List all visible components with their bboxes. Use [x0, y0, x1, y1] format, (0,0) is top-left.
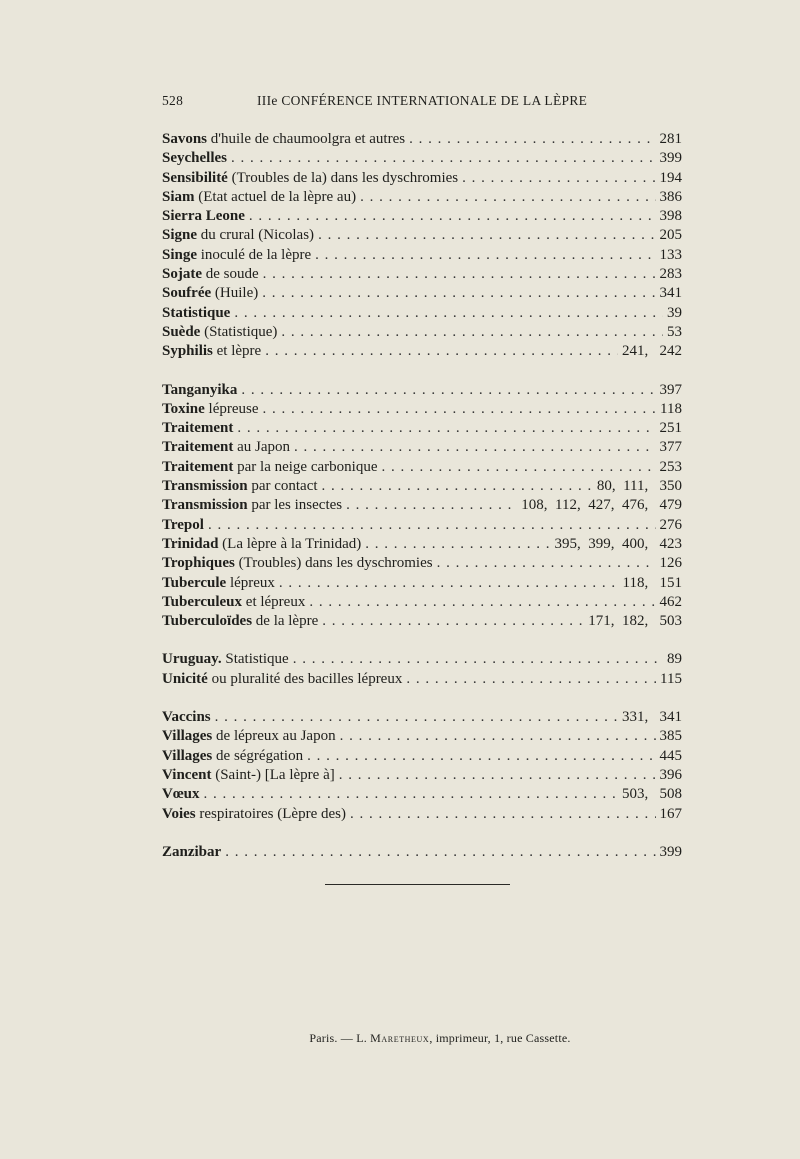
dot-leader — [262, 284, 655, 303]
entry-pages: 462 — [659, 593, 682, 610]
index-entry — [162, 149, 682, 168]
entry-keyword: Syphilis — [162, 343, 213, 360]
dot-leader — [231, 149, 656, 168]
entry-term — [162, 650, 289, 669]
entry-subtitle: et lèpre — [212, 343, 262, 360]
entry-pages: 399 — [659, 843, 682, 860]
index-entry — [162, 612, 682, 631]
index-entry — [162, 226, 682, 245]
entry-keyword: Tanganyika — [162, 381, 238, 398]
entry-subtitle: et lépreux — [242, 593, 306, 610]
index-entry — [162, 747, 682, 766]
entry-keyword: Sierra Leone — [162, 208, 245, 225]
entry-pages: 171, 182, 503 — [588, 613, 682, 630]
entry-subtitle: par contact — [247, 478, 318, 495]
index-entry — [162, 593, 682, 612]
index-group — [162, 381, 682, 632]
entry-keyword: Uruguay. — [162, 651, 222, 668]
entry-keyword: Traitement — [162, 420, 234, 437]
entry-term — [162, 400, 259, 419]
entry-pages: 283 — [659, 266, 682, 283]
index-entry — [162, 419, 682, 438]
entry-pages: 281 — [659, 131, 682, 147]
index-entry — [162, 766, 682, 785]
dot-leader — [346, 496, 517, 515]
dot-leader — [365, 535, 550, 554]
dot-leader — [381, 458, 655, 477]
index-group — [162, 650, 682, 689]
dot-leader — [406, 670, 656, 689]
group-separator — [162, 824, 682, 843]
entry-keyword: Zanzibar — [162, 843, 222, 860]
entry-keyword: Tubercule — [162, 574, 227, 591]
entry-pages: 118, 151 — [622, 574, 682, 591]
entry-pages: 398 — [659, 208, 682, 225]
entry-term — [162, 496, 342, 515]
entry-subtitle: (Etat actuel de la lèpre au) — [194, 188, 357, 205]
entry-pages: 53 — [667, 323, 682, 340]
index-entry — [162, 458, 682, 477]
dot-leader — [293, 650, 663, 669]
entry-term — [162, 477, 318, 496]
dot-leader — [215, 708, 618, 727]
entry-term — [162, 747, 303, 766]
group-separator — [162, 631, 682, 650]
entry-keyword: Toxine — [162, 400, 205, 417]
entry-keyword: Trinidad — [162, 535, 219, 552]
entry-subtitle: Statistique — [221, 651, 289, 668]
entry-keyword: Vaccins — [162, 709, 211, 726]
index-entry — [162, 516, 682, 535]
entry-pages: 194 — [659, 169, 682, 186]
dot-leader — [237, 419, 655, 438]
dot-leader — [322, 477, 593, 496]
entry-subtitle: inoculé de la lèpre — [197, 246, 312, 263]
dot-leader — [241, 381, 655, 400]
entry-keyword: Siam — [162, 188, 195, 205]
entry-pages: 89 — [667, 651, 682, 668]
entry-term — [162, 207, 245, 226]
entry-pages: 241, 242 — [622, 343, 682, 360]
entry-keyword: Voies — [162, 805, 196, 822]
entry-keyword: Villages — [162, 747, 213, 764]
dot-leader — [462, 169, 655, 188]
running-title: IIIe CONFÉRENCE INTERNATIONALE DE LA LÈPRE — [257, 93, 588, 108]
index-entry — [162, 265, 682, 284]
entry-pages: 115 — [660, 670, 682, 687]
entry-term — [162, 516, 204, 535]
entry-pages: 399 — [659, 150, 682, 167]
entry-pages: 253 — [659, 458, 682, 475]
entry-subtitle: (Saint-) [La lèpre à] — [211, 766, 335, 783]
entry-keyword: Transmission — [162, 478, 248, 495]
index-entry — [162, 207, 682, 226]
imprint-lead: Paris. — L. — [309, 1031, 371, 1045]
entry-keyword: Tuberculeux — [162, 593, 243, 610]
entry-term — [162, 265, 259, 284]
index-entry — [162, 130, 682, 149]
entry-keyword: Vœux — [162, 786, 200, 803]
entry-subtitle: ou pluralité des bacilles lépreux — [207, 670, 403, 687]
index-entry — [162, 805, 682, 824]
entry-term — [162, 727, 336, 746]
entry-keyword: Unicité — [162, 670, 208, 687]
entry-keyword: Traitement — [162, 458, 234, 475]
entry-subtitle: de ségrégation — [212, 747, 304, 764]
dot-leader — [263, 265, 656, 284]
entry-term — [162, 130, 405, 149]
imprint-tail: , imprimeur, 1, rue Cassette. — [429, 1031, 571, 1045]
entry-subtitle: lépreux — [226, 574, 275, 591]
dot-leader — [307, 747, 655, 766]
entry-pages: 205 — [659, 227, 682, 244]
index-group — [162, 843, 682, 862]
entry-term — [162, 805, 346, 824]
entry-keyword: Transmission — [162, 497, 248, 514]
index-entry — [162, 246, 682, 265]
entry-keyword: Villages — [162, 728, 213, 745]
dot-leader — [437, 554, 656, 573]
entry-keyword: Suède — [162, 323, 201, 340]
index-entry — [162, 785, 682, 804]
dot-leader — [279, 574, 619, 593]
printer-imprint — [0, 1031, 800, 1046]
index-entry — [162, 188, 682, 207]
entry-keyword: Trophiques — [162, 555, 235, 572]
entry-keyword: Sojate — [162, 266, 202, 283]
dot-leader — [234, 304, 663, 323]
index-entry — [162, 727, 682, 746]
index-entry — [162, 496, 682, 515]
entry-keyword: Singe — [162, 246, 198, 263]
entry-term — [162, 323, 277, 342]
dot-leader — [350, 805, 656, 824]
dot-leader — [204, 785, 618, 804]
entry-pages: 397 — [659, 381, 682, 398]
entry-subtitle: respiratoires (Lèpre des) — [195, 805, 346, 822]
entry-pages: 396 — [659, 766, 682, 783]
index-entry — [162, 843, 682, 862]
entry-term — [162, 149, 227, 168]
entry-subtitle: lépreuse — [204, 400, 259, 417]
dot-leader — [225, 843, 655, 862]
entry-subtitle: (Huile) — [211, 285, 259, 302]
entry-subtitle: par la neige carbonique — [233, 458, 378, 475]
entry-keyword: Statistique — [162, 304, 231, 321]
entry-keyword: Savons — [162, 131, 208, 147]
index-entry — [162, 670, 682, 689]
alphabetical-index — [162, 130, 682, 862]
entry-term — [162, 438, 290, 457]
index-entry — [162, 400, 682, 419]
entry-subtitle: de soude — [202, 266, 259, 283]
index-entry — [162, 574, 682, 593]
index-entry — [162, 304, 682, 323]
entry-term — [162, 284, 258, 303]
index-entry — [162, 554, 682, 573]
index-entry — [162, 323, 682, 342]
entry-subtitle: (Troubles) dans les dyschromies — [234, 555, 433, 572]
entry-pages: 341 — [659, 285, 682, 302]
index-entry — [162, 381, 682, 400]
entry-subtitle: d'huile de chaumoolgra et autres — [207, 131, 406, 147]
entry-keyword: Sensibilité — [162, 169, 228, 186]
index-entry — [162, 284, 682, 303]
entry-pages: 445 — [659, 747, 682, 764]
entry-pages: 133 — [659, 246, 682, 263]
entry-pages: 377 — [659, 439, 682, 456]
entry-subtitle: (Statistique) — [200, 323, 278, 340]
entry-keyword: Signe — [162, 227, 198, 244]
entry-subtitle: au Japon — [233, 439, 291, 456]
entry-term — [162, 670, 402, 689]
entry-subtitle: (La lèpre à la Trinidad) — [218, 535, 362, 552]
group-separator — [162, 362, 682, 381]
dot-leader — [322, 612, 584, 631]
entry-keyword: Seychelles — [162, 150, 227, 167]
entry-pages: 108, 112, 427, 476, 479 — [521, 497, 682, 514]
index-entry — [162, 535, 682, 554]
entry-keyword: Tuberculoïdes — [162, 613, 253, 630]
entry-keyword: Trepol — [162, 516, 204, 533]
index-group — [162, 708, 682, 824]
entry-keyword: Soufrée — [162, 285, 212, 302]
entry-term — [162, 785, 200, 804]
entry-term — [162, 612, 318, 631]
entry-pages: 251 — [659, 420, 682, 437]
entry-term — [162, 766, 335, 785]
index-entry — [162, 342, 682, 361]
entry-term — [162, 304, 230, 323]
dot-leader — [281, 323, 663, 342]
closing-rule — [325, 884, 510, 885]
entry-term — [162, 246, 311, 265]
dot-leader — [249, 207, 656, 226]
index-entry — [162, 477, 682, 496]
dot-leader — [294, 438, 655, 457]
entry-subtitle: de lépreux au Japon — [212, 728, 336, 745]
entry-term — [162, 593, 305, 612]
entry-pages: 80, 111, 350 — [596, 478, 682, 495]
entry-term — [162, 574, 275, 593]
entry-term — [162, 226, 314, 245]
entry-term — [162, 169, 458, 188]
dot-leader — [309, 593, 655, 612]
index-entry — [162, 708, 682, 727]
entry-pages: 385 — [659, 728, 682, 745]
entry-pages: 39 — [667, 304, 682, 321]
entry-pages: 118 — [660, 400, 682, 417]
entry-keyword: Vincent — [162, 766, 212, 783]
group-separator — [162, 689, 682, 708]
entry-subtitle: par les insectes — [247, 497, 343, 514]
entry-pages: 395, 399, 400, 423 — [554, 535, 682, 552]
index-group — [162, 130, 682, 362]
entry-term — [162, 342, 261, 361]
entry-term — [162, 843, 221, 862]
dot-leader — [208, 516, 656, 535]
entry-term — [162, 381, 237, 400]
entry-pages: 276 — [659, 516, 682, 533]
dot-leader — [360, 188, 655, 207]
entry-term — [162, 419, 233, 438]
entry-keyword: Traitement — [162, 439, 234, 456]
entry-term — [162, 188, 356, 207]
entry-pages: 126 — [659, 555, 682, 572]
entry-term — [162, 708, 211, 727]
entry-pages: 331, 341 — [622, 709, 682, 726]
page-number: 528 — [162, 93, 184, 108]
index-entry — [162, 438, 682, 457]
entry-term — [162, 458, 377, 477]
entry-subtitle: du crural (Nicolas) — [197, 227, 315, 244]
entry-pages: 503, 508 — [622, 786, 682, 803]
entry-subtitle: de la lèpre — [252, 613, 319, 630]
entry-term — [162, 535, 361, 554]
entry-pages: 167 — [659, 805, 682, 822]
dot-leader — [340, 727, 656, 746]
dot-leader — [318, 226, 655, 245]
dot-leader — [409, 130, 655, 149]
dot-leader — [315, 246, 655, 265]
entry-term — [162, 554, 433, 573]
dot-leader — [263, 400, 657, 419]
entry-pages: 386 — [659, 188, 682, 205]
dot-leader — [339, 766, 656, 785]
dot-leader — [265, 342, 618, 361]
index-entry — [162, 169, 682, 188]
entry-subtitle: (Troubles de la) dans les dyschromies — [227, 169, 459, 186]
printer-name: Maretheux — [370, 1031, 430, 1045]
index-entry — [162, 650, 682, 669]
